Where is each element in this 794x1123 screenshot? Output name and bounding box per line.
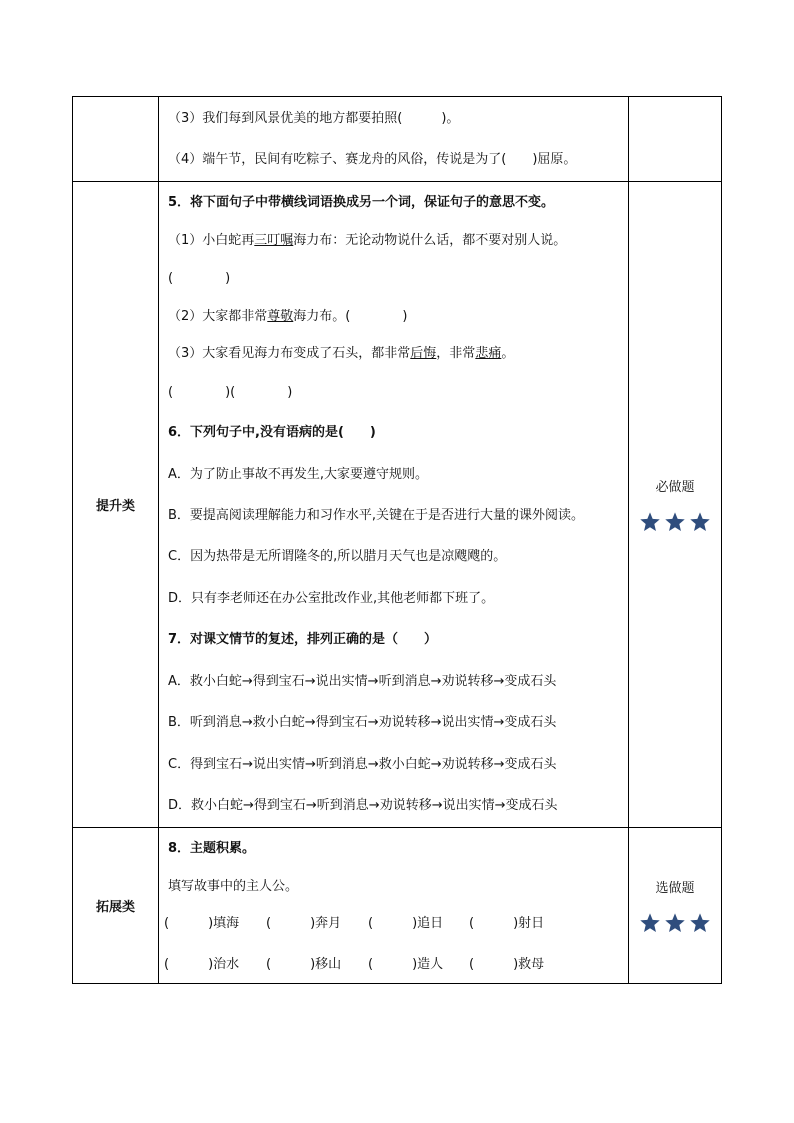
q5-title: 5．将下面句子中带横线词语换成另一个词，保证句子的意思不变。 — [168, 195, 555, 210]
required-label: 必做题 — [655, 480, 695, 495]
q6-option-b: B．要提高阅读理解能力和习作水平,关键在于是否进行大量的课外阅读。 — [168, 508, 585, 523]
note-cell — [628, 828, 721, 983]
q4-item-3: （3）我们每到风景优美的地方都要拍照( )。 — [168, 111, 460, 126]
q5-s3-answer-blanks: ( )( ) — [168, 385, 293, 400]
worksheet-table — [72, 96, 722, 984]
q5-s2-text: （2）大家都非常 — [168, 309, 268, 324]
q7-title: 7．对课文情节的复述，排列正确的是（ ） — [168, 632, 438, 647]
note-cell-empty — [628, 97, 721, 181]
q5-s3-underlined-2: 悲痛 — [475, 346, 502, 361]
category-cell: 拓展类 — [73, 828, 159, 983]
star-icon — [689, 511, 711, 533]
star-icon — [639, 912, 661, 934]
q8-blank-item: ( )奔月 — [266, 916, 342, 931]
row-continued — [73, 97, 721, 181]
note-cell — [628, 182, 721, 827]
q6-title: 6．下列句子中,没有语病的是( ) — [168, 425, 376, 440]
star-icon — [689, 912, 711, 934]
q5-s1-text-end: 海力布：无论动物说什么话，都不要对别人说。 — [293, 233, 567, 248]
q8-blank-item: ( )射日 — [469, 916, 545, 931]
category-cell-empty — [73, 97, 159, 181]
q6-option-d: D．只有李老师还在办公室批改作业,其他老师都下班了。 — [168, 591, 495, 606]
q5-s2-text-end: 海力布。( ) — [293, 309, 408, 324]
q4-item-4: （4）端午节，民间有吃粽子、赛龙舟的风俗，传说是为了( )屈原。 — [168, 152, 577, 167]
q8-title: 8．主题积累。 — [168, 841, 256, 856]
star-icon — [664, 511, 686, 533]
q7-option-c: C．得到宝石→说出实情→听到消息→救小白蛇→劝说转移→变成石头 — [168, 757, 557, 772]
star-rating — [639, 511, 711, 533]
q8-blank-item: ( )填海 — [164, 916, 240, 931]
star-icon — [664, 912, 686, 934]
q8-blank-item: ( )治水 — [164, 957, 240, 972]
category-cell: 提升类 — [73, 182, 159, 827]
q7-option-b: B．听到消息→救小白蛇→得到宝石→劝说转移→说出实情→变成石头 — [168, 715, 557, 730]
optional-label: 选做题 — [655, 881, 695, 896]
q8-blank-item: ( )造人 — [368, 957, 444, 972]
q8-blank-item: ( )移山 — [266, 957, 342, 972]
star-rating — [639, 912, 711, 934]
q8-blank-item: ( )追日 — [368, 916, 444, 931]
q5-sentence-3 — [168, 346, 514, 362]
q8-row-1 — [164, 916, 544, 932]
q5-s1-underlined: 三叮嘱 — [254, 233, 294, 248]
q7-option-a: A．救小白蛇→得到宝石→说出实情→听到消息→劝说转移→变成石头 — [168, 674, 557, 689]
q5-s3-underlined-1: 后悔 — [410, 346, 437, 361]
q8-row-2 — [164, 957, 544, 973]
q5-s3-text-end: 。 — [501, 346, 515, 361]
q8-intro: 填写故事中的主人公。 — [168, 879, 299, 894]
row-improvement — [73, 181, 721, 827]
row-extension — [73, 827, 721, 983]
q6-option-a: A．为了防止事故不再发生,大家要遵守规则。 — [168, 467, 429, 482]
star-icon — [639, 511, 661, 533]
q5-s3-text: （3）大家看见海力布变成了石头，都非常 — [168, 346, 411, 361]
q5-s2-underlined: 尊敬 — [267, 309, 294, 324]
q7-option-d: D．救小白蛇→得到宝石→听到消息→劝说转移→说出实情→变成石头 — [168, 798, 558, 813]
q5-s1-answer-blank: ( ) — [168, 271, 231, 286]
q5-s3-text-mid: ，非常 — [436, 346, 476, 361]
q8-blank-item: ( )救母 — [469, 957, 545, 972]
q5-s1-text: （1）小白蛇再 — [168, 233, 255, 248]
q5-sentence-2 — [168, 309, 407, 325]
q6-option-c: C．因为热带是无所谓隆冬的,所以腊月天气也是凉飕飕的。 — [168, 549, 507, 564]
q5-sentence-1 — [168, 233, 566, 249]
